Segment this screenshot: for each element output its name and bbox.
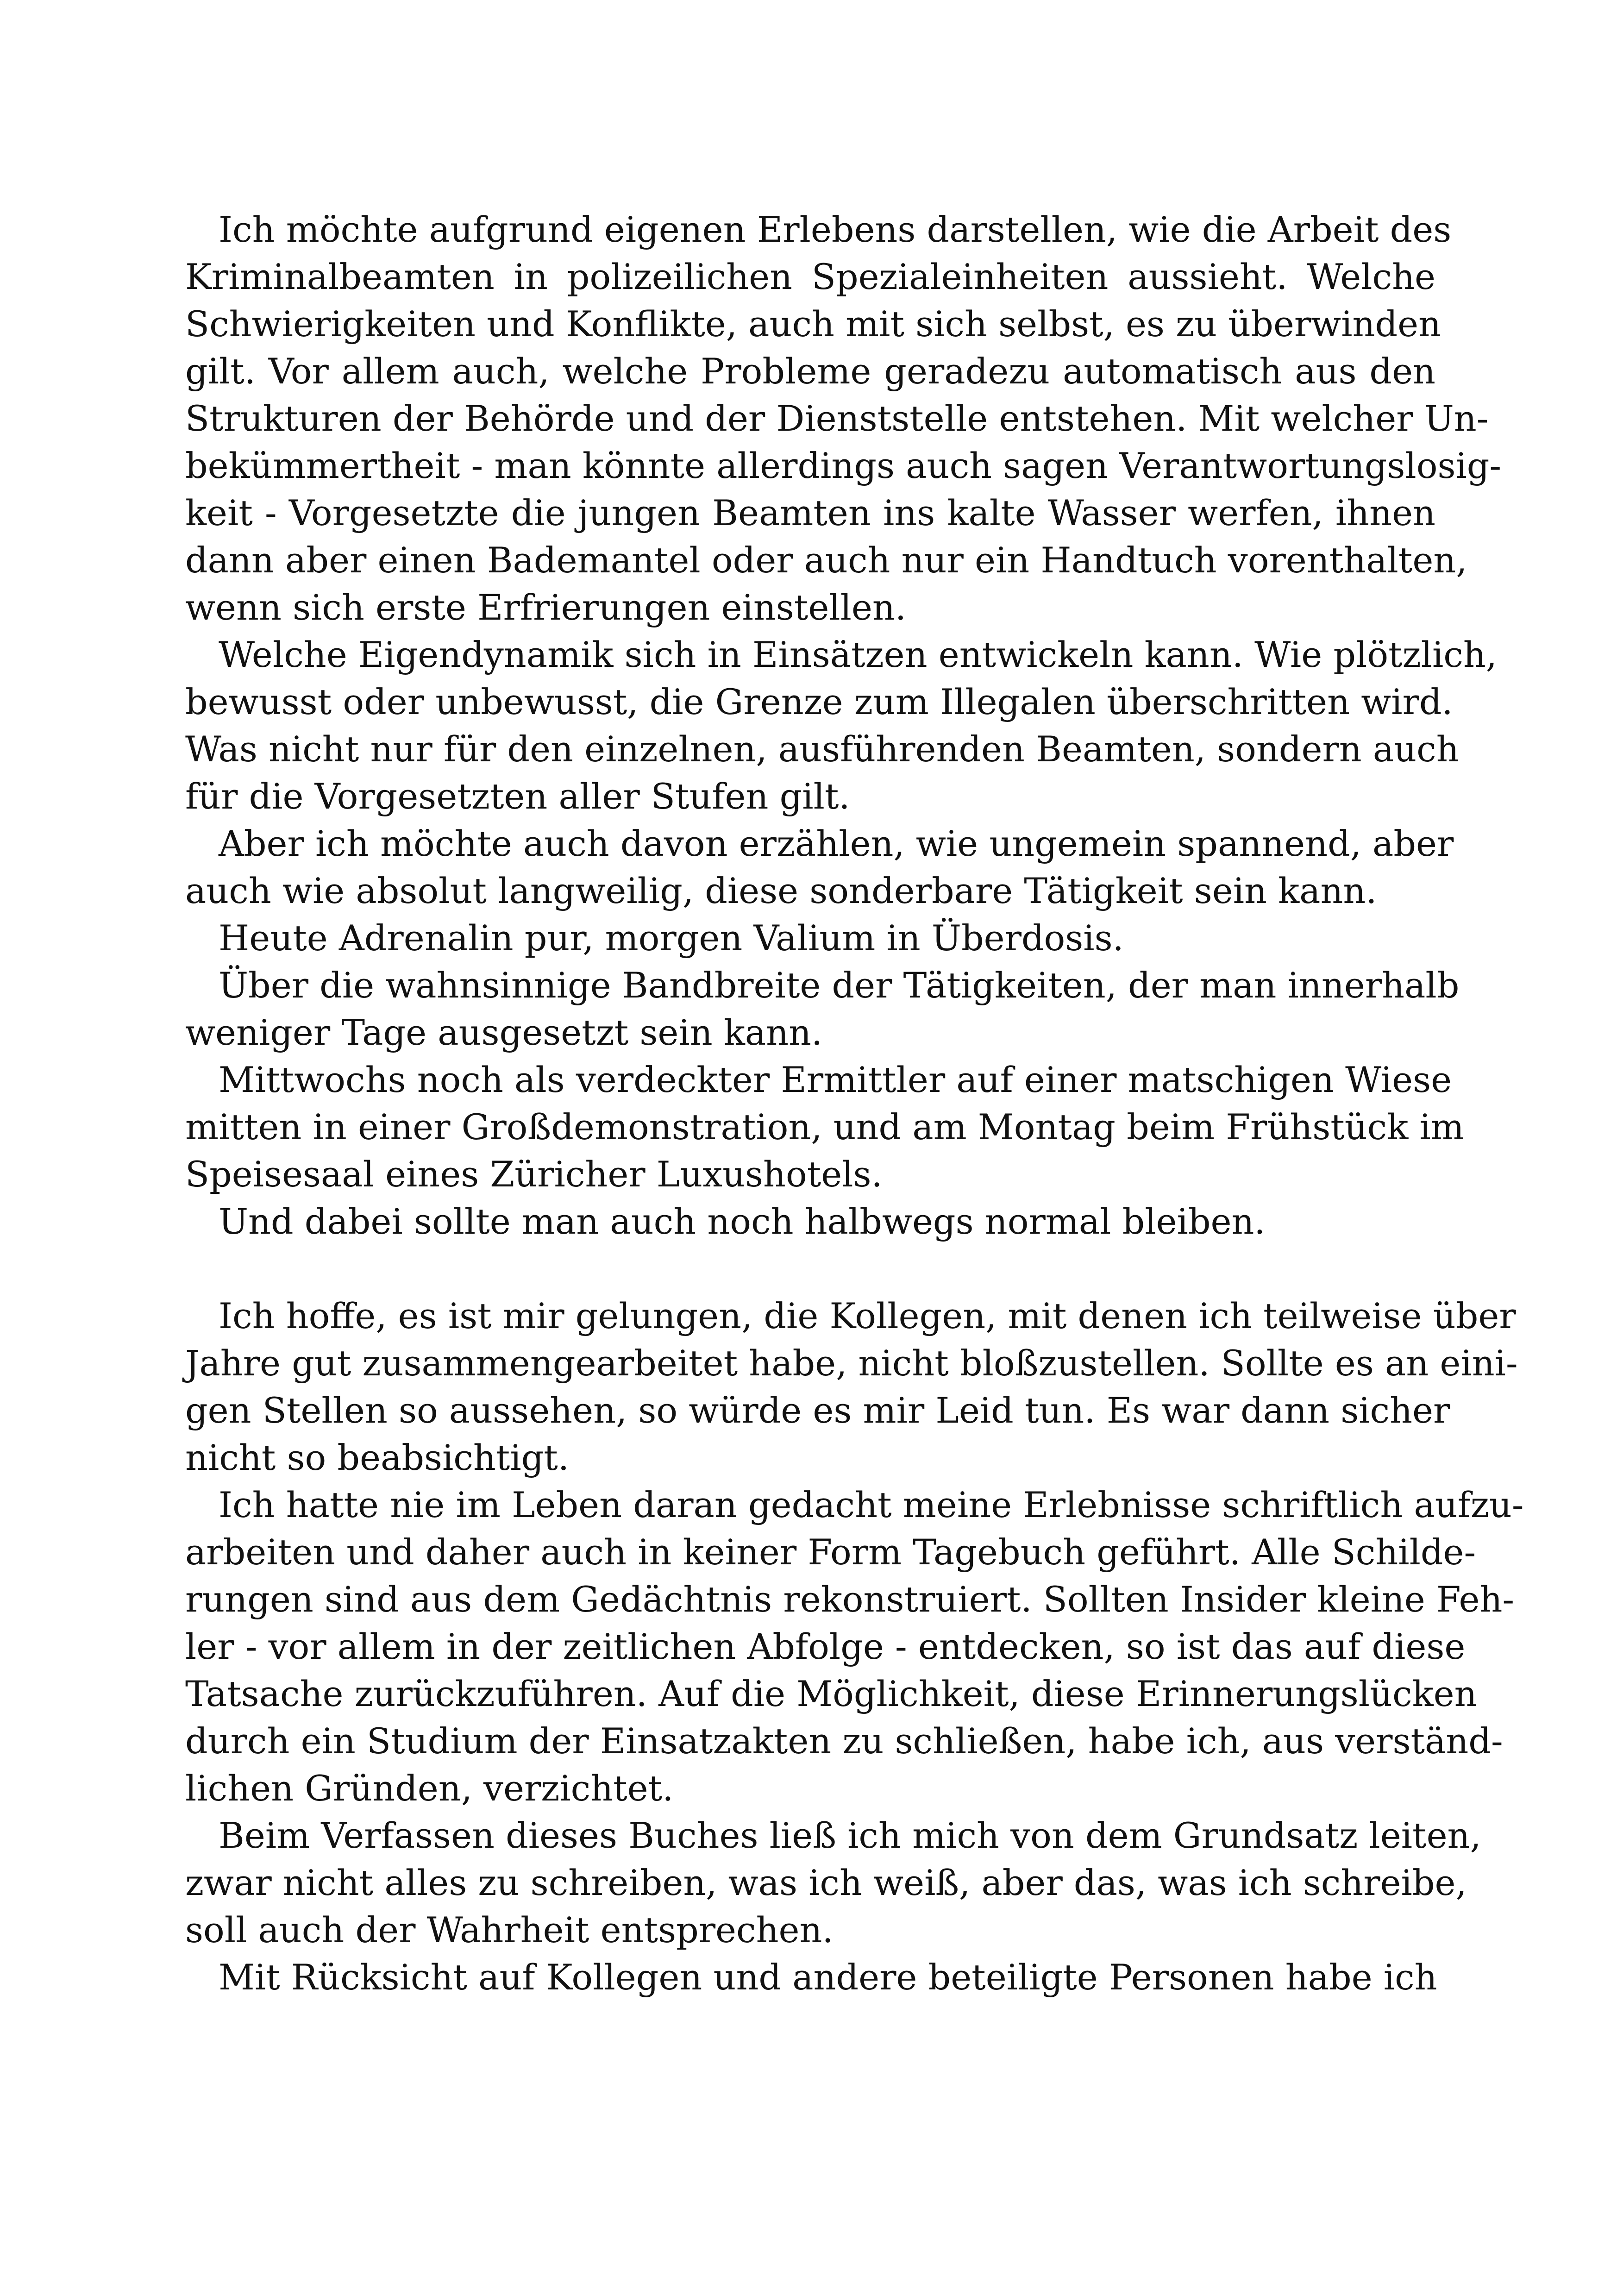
paragraph	[185, 1481, 1524, 1812]
paragraph	[185, 1954, 1435, 2001]
text-line: bekümmertheit - man könnte allerdings auch sagen Verantwortungslosig-	[185, 445, 1502, 486]
text-line: gen Stellen so aussehen, so würde es mir Leid tun. Es war dann sicher	[185, 1390, 1450, 1431]
text-line: mitten in einer Großdemonstration, und am Montag beim Frühstück im	[185, 1106, 1464, 1148]
text-line: zwar nicht alles zu schreiben, was ich weiß, aber das, was ich schreibe,	[185, 1862, 1467, 1903]
paragraph	[185, 820, 1454, 915]
text-line: Kriminalbeamten in polizeilichen Spezialeinheiten aussieht. Welche	[185, 256, 1435, 297]
text-line: weniger Tage ausgesetzt sein kann.	[185, 1012, 823, 1053]
paragraph	[185, 1812, 1481, 1954]
text-line: durch ein Studium der Einsatzakten zu schließen, habe ich, aus verständ-	[185, 1720, 1503, 1762]
paragraph	[185, 631, 1497, 820]
text-line: ler - vor allem in der zeitlichen Abfolge - entdecken, so ist das auf diese	[185, 1626, 1466, 1667]
paragraph	[185, 1056, 1464, 1198]
text-line: keit - Vorgesetzte die jungen Beamten ins kalte Wasser werfen, ihnen	[185, 492, 1435, 533]
text-line: rungen sind aus dem Gedächtnis rekonstruiert. Sollten Insider kleine Feh-	[185, 1579, 1515, 1620]
text-line: bewusst oder unbewusst, die Grenze zum Illegalen überschritten wird.	[185, 681, 1453, 722]
text-line: Ich möchte aufgrund eigenen Erlebens darstellen, wie die Arbeit des	[219, 209, 1452, 250]
paragraph	[185, 962, 1460, 1056]
text-line: Welche Eigendynamik sich in Einsätzen entwickeln kann. Wie plötzlich,	[219, 634, 1497, 675]
text-line: Beim Verfassen dieses Buches ließ ich mich von dem Grundsatz leiten,	[219, 1815, 1481, 1856]
paragraph	[185, 1292, 1518, 1481]
text-line: Ich hoffe, es ist mir gelungen, die Kollegen, mit denen ich teilweise über	[219, 1295, 1516, 1336]
text-line: Aber ich möchte auch davon erzählen, wie ungemein spannend, aber	[219, 823, 1454, 864]
paragraph	[185, 206, 1502, 631]
section-break	[185, 1245, 1435, 1292]
text-line: Mit Rücksicht auf Kollegen und andere beteiligte Personen habe ich	[219, 1957, 1437, 1998]
text-line: Strukturen der Behörde und der Dienststelle entstehen. Mit welcher Un-	[185, 398, 1489, 439]
text-line: Was nicht nur für den einzelnen, ausführenden Beamten, sondern auch	[185, 728, 1459, 770]
text-line: nicht so beabsichtigt.	[185, 1437, 569, 1478]
text-line: Speisesaal eines Züricher Luxushotels.	[185, 1154, 883, 1195]
text-line: Mittwochs noch als verdeckter Ermittler auf einer matschigen Wiese	[219, 1059, 1452, 1100]
text-line: dann aber einen Bademantel oder auch nur ein Handtuch vorenthalten,	[185, 539, 1467, 581]
text-line: Tatsache zurückzuführen. Auf die Möglichkeit, diese Erinnerungslücken	[185, 1673, 1477, 1714]
text-line: wenn sich erste Erfrierungen einstellen.	[185, 587, 906, 628]
text-line: Jahre gut zusammengearbeitet habe, nicht bloßzustellen. Sollte es an eini-	[185, 1342, 1518, 1384]
body-text	[185, 206, 1524, 2001]
paragraph	[185, 915, 1435, 962]
text-line: Heute Adrenalin pur, morgen Valium in Überdosis.	[219, 917, 1124, 959]
text-line: für die Vorgesetzten aller Stufen gilt.	[185, 776, 850, 817]
paragraph	[185, 1198, 1435, 1245]
text-line: Und dabei sollte man auch noch halbwegs normal bleiben.	[219, 1201, 1266, 1242]
text-line: Über die wahnsinnige Bandbreite der Tätigkeiten, der man innerhalb	[219, 965, 1460, 1006]
text-line: auch wie absolut langweilig, diese sonderbare Tätigkeit sein kann.	[185, 870, 1377, 911]
text-line: gilt. Vor allem auch, welche Probleme geradezu automatisch aus den	[185, 351, 1435, 392]
text-line: lichen Gründen, verzichtet.	[185, 1768, 674, 1809]
text-line: Schwierigkeiten und Konflikte, auch mit sich selbst, es zu überwinden	[185, 303, 1442, 345]
text-line: arbeiten und daher auch in keiner Form Tagebuch geführt. Alle Schilde-	[185, 1531, 1476, 1573]
text-line: soll auch der Wahrheit entsprechen.	[185, 1909, 834, 1951]
text-line: Ich hatte nie im Leben daran gedacht meine Erlebnisse schriftlich aufzu-	[219, 1484, 1524, 1525]
